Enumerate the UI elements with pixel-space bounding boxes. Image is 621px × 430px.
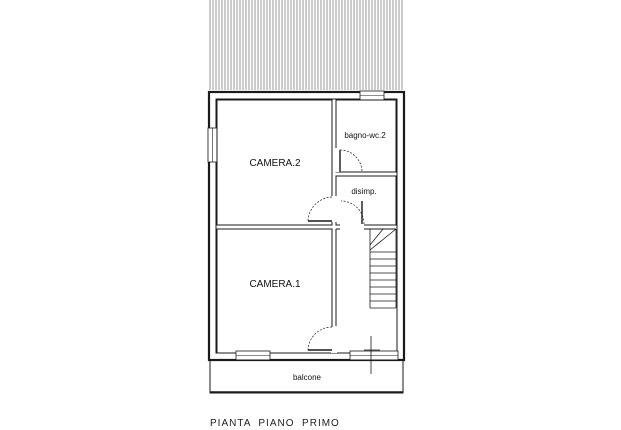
door-leaves [308,150,362,350]
bottom-openings [236,351,398,360]
room-label-balcone: balcone [292,373,322,382]
left-window [208,128,217,162]
roof-hatching [210,0,402,90]
room-label-disimp: disimp. [351,187,377,196]
top-window [360,91,384,100]
plan-caption: PIANTA PIANO PRIMO [210,418,340,429]
room-label-camera1: CAMERA.1 [249,279,301,290]
room-label-bagno: bagno-wc.2 [344,131,386,140]
room-label-camera2: CAMERA.2 [249,158,301,169]
staircase [370,229,396,308]
